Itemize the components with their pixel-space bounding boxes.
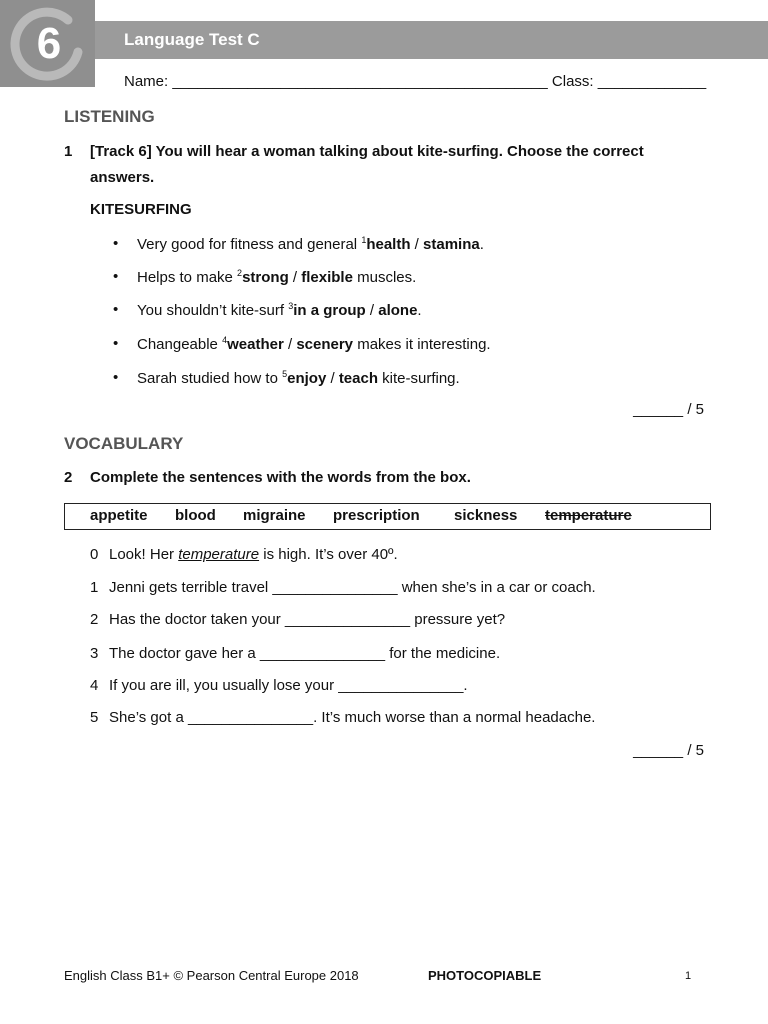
bullet-text: [137, 301, 422, 319]
bullet-post: .: [479, 236, 484, 253]
footer-photocopiable: PHOTOCOPIABLE: [428, 968, 542, 983]
gap-number: 4: [222, 335, 228, 345]
bullet-pre: Very good for fitness and general: [137, 236, 362, 253]
bullet-text: [137, 369, 460, 387]
unit-six-icon: [0, 0, 95, 87]
vocabulary-heading: VOCABULARY: [64, 434, 184, 453]
sentence-text: The doctor gave her a _______________ for the medicine.: [109, 645, 501, 662]
option-two: stamina: [423, 236, 480, 253]
unit-badge: [0, 0, 95, 87]
bullet-pre: Changeable: [137, 336, 223, 353]
sentence-number: 2: [90, 611, 99, 628]
bullet-text: [137, 268, 416, 286]
gap-number: 2: [237, 268, 243, 278]
word-box: [64, 503, 711, 530]
question-number: 1: [64, 143, 73, 160]
bullet-text: [137, 335, 491, 353]
option-separator: /: [365, 302, 379, 319]
option-separator: /: [283, 336, 297, 353]
title-bar: [95, 21, 768, 59]
sentence-number: 3: [90, 645, 99, 662]
vocabulary-score: ______ / 5: [633, 742, 704, 759]
bullet-dot: •: [113, 369, 119, 386]
option-separator: /: [326, 370, 339, 387]
option-two: alone: [378, 302, 418, 319]
sentence-number: 0: [90, 546, 99, 563]
name-class-line: Name: _____________________________________________ Class: _____________: [124, 73, 707, 90]
bullet-text: [137, 235, 484, 253]
bullet-pre: You shouldn’t kite-surf: [137, 302, 289, 319]
sentence-text: Has the doctor taken your _______________ pressure yet?: [109, 611, 506, 628]
sentence-text: She’s got a _______________. It’s much worse than a normal headache.: [109, 709, 596, 726]
option-two: scenery: [296, 336, 354, 353]
option-two: teach: [338, 370, 378, 387]
footer-copyright: English Class B1+ © Pearson Central Europe 2018: [64, 968, 359, 983]
question-text: [Track 6] You will hear a woman talking about kite-surfing. Choose the correct answers.: [90, 143, 644, 186]
bullet-dot: •: [113, 335, 119, 352]
bullet-pre: Helps to make: [137, 269, 238, 286]
bullet-dot: •: [113, 235, 119, 252]
word-box-item-struck: temperature: [545, 507, 632, 524]
test-title: Language Test C: [124, 30, 260, 49]
example-post: is high. It’s over 40º.: [259, 546, 398, 563]
word-box-item: prescription: [333, 507, 420, 524]
bullet-post: kite-surfing.: [378, 370, 460, 387]
sentence-number: 1: [90, 579, 99, 596]
sentence-text: Jenni gets terrible travel _______________ when she’s in a car or coach.: [109, 579, 596, 596]
sentence-text: If you are ill, you usually lose your _______________.: [109, 677, 468, 694]
question-text: Complete the sentences with the words from the box.: [90, 469, 471, 486]
bullet-pre: Sarah studied how to: [137, 370, 283, 387]
question-number: 2: [64, 469, 73, 486]
option-separator: /: [410, 236, 424, 253]
gap-number: 3: [288, 301, 294, 311]
sentence-number: 5: [90, 709, 99, 726]
gap-number: 5: [282, 369, 288, 379]
listening-heading: LISTENING: [64, 107, 155, 126]
sentence-text: [109, 546, 398, 563]
bullet-dot: •: [113, 268, 119, 285]
word-box-item: migraine: [243, 507, 306, 524]
option-one: in a group: [293, 302, 366, 319]
gap-number: 1: [361, 235, 367, 245]
word-box-item: sickness: [454, 507, 518, 524]
option-one: strong: [242, 269, 289, 286]
unit-number: 6: [36, 19, 62, 68]
bullet-post: muscles.: [352, 269, 417, 286]
page-number: 1: [685, 970, 692, 982]
bullet-post: makes it interesting.: [353, 336, 491, 353]
word-box-item: blood: [175, 507, 216, 524]
option-separator: /: [288, 269, 302, 286]
option-one: enjoy: [287, 370, 327, 387]
word-box-item: appetite: [90, 507, 148, 524]
bullet-post: .: [417, 302, 422, 319]
listening-score: ______ / 5: [633, 401, 704, 418]
option-one: weather: [227, 336, 284, 353]
example-answer: temperature: [178, 546, 260, 563]
bullet-dot: •: [113, 301, 119, 318]
kitesurfing-subhead: KITESURFING: [90, 201, 192, 218]
example-pre: Look! Her: [109, 546, 179, 563]
option-two: flexible: [301, 269, 353, 286]
sentence-number: 4: [90, 677, 99, 694]
option-one: health: [366, 236, 411, 253]
